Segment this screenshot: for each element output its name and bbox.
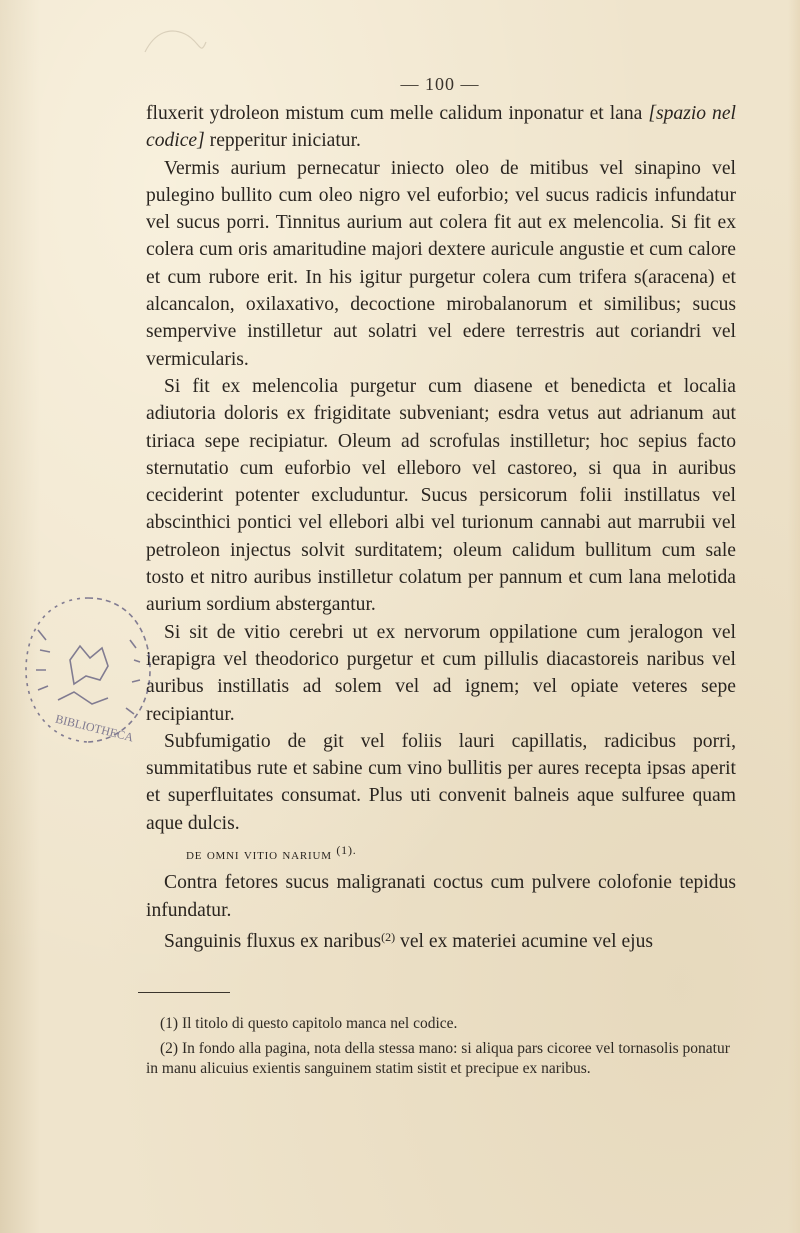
page-edge-shade bbox=[788, 0, 800, 1233]
text-line: Sanguinis fluxus ex naribus bbox=[164, 930, 382, 952]
paragraph-melencolia: Si fit ex melencolia purgetur cum diasene et benedicta et localia adiutoria doloris ex frigiditate subveniant; esdra vetus aut adrianum aut tiriaca sepe recipiatur. Oleum ad scrofulas instilletur; hoc sepius facto sternutatio cum euforbio vel elleboro vel castoreo, si qua in auribus ceciderint potenter excluduntur. Sucus persicorum folii instillatus vel abscinthici pontici vel ellebori albi vel turionum cannabi aut marrubii vel petroleon injectus solvit surditatem; oleum calidum bullitum cum sale tosto et nitro auribus instilletur colatum per pannum et cum lana melotida aurium sordium abstergantur. bbox=[146, 375, 736, 616]
section-heading-text: de omni vitio narium bbox=[186, 847, 332, 864]
text-line: fluxerit ydroleon mistum cum melle calidum inponatur et lana bbox=[146, 103, 643, 124]
faint-ink-smudge bbox=[140, 22, 210, 62]
footnotes bbox=[146, 1014, 741, 1084]
footnote-1: (1) Il titolo di questo capitolo manca nel codice. bbox=[160, 1015, 458, 1032]
stamp-lettering: BIBLIOTHECA bbox=[53, 711, 135, 745]
footnote-2: (2) In fondo alla pagina, nota della stessa mano: si aliqua pars cicoree vel tornasolis ponatur in manu alicuius exientis sanguinem statim sistit et precipue ex naribus. bbox=[146, 1039, 730, 1077]
paragraph-cerebri: Si sit de vitio cerebri ut ex nervorum oppilatione cum jeralogon vel ierapigra vel theodorico purgetur et cum pillulis diacastoreis naribus vel auribus instillatis ad solem vel ad ignem; vel opiate veteres sepe recipiantur. bbox=[146, 621, 736, 725]
footnote-ref-2: (2) bbox=[381, 929, 396, 944]
paragraph-subfumigatio: Subfumigatio de git vel foliis lauri capillatis, radicibus porri, summitatibus rute et sabine cum vino bullitis per aures recepta ipsas aperit et superfluitates consumat. Plus uti convenit balneis aque sulfuree quam aque dulcis. bbox=[146, 730, 736, 834]
paragraph-sanguinis bbox=[146, 924, 736, 955]
page-number: — 100 — bbox=[400, 74, 480, 94]
section-heading bbox=[146, 837, 736, 869]
text-line: vel ex materiei acumine vel ejus bbox=[395, 930, 654, 952]
library-stamp-icon bbox=[18, 590, 158, 750]
paragraph-fetores: Contra fetores sucus maligranati coctus cum pulvere colofonie tepidus infundatur. bbox=[146, 872, 736, 921]
main-text bbox=[146, 100, 736, 955]
paragraph-continuation bbox=[146, 100, 736, 155]
footnote-divider bbox=[138, 992, 230, 993]
editorial-note: [spazio nel codice] bbox=[146, 103, 736, 152]
footnote-ref-1: (1). bbox=[336, 843, 357, 858]
text-line: repperitur iniciatur. bbox=[204, 130, 361, 152]
paragraph-vermis: Vermis aurium pernecatur iniecto oleo de mitibus vel sinapino vel pulegino bullito cum oleo nigro vel euforbio; vel sucus radicis infundatur vel sucus porri. Tinnitus aurium aut colera fit aut ex melencolia. Si fit ex colera cum oris amaritudine majori dextere auricule angustie et cum calore et cum rubore erit. In his igitur purgetur colera cum trifera s(aracena) et alcancalon, oxilaxativo, decoctione mirobalanorum et similibus; sucus sempervive instilletur aut solatri vel edere terrestris aut coriandri vel vermicularis. bbox=[146, 157, 736, 370]
